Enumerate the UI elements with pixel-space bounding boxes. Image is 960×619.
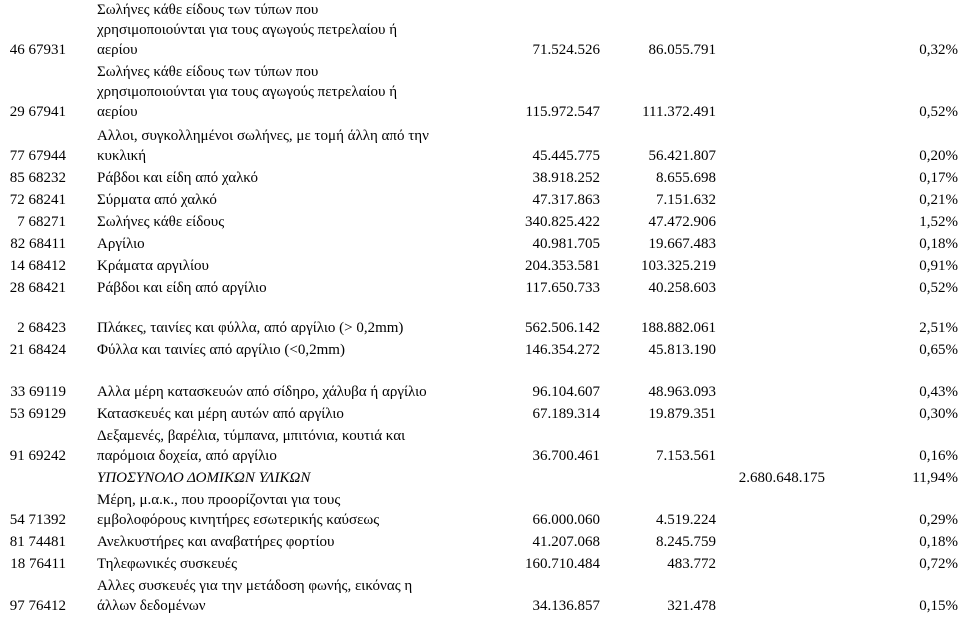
value-col-1: 117.650.733 xyxy=(525,280,600,296)
value-col-2: 47.472.906 xyxy=(648,214,716,230)
table-row xyxy=(0,212,960,232)
row-code: 14 68412 xyxy=(9,258,66,274)
value-col-2: 8.655.698 xyxy=(656,170,716,186)
percent-share: 0,15% xyxy=(919,598,958,614)
row-description xyxy=(97,318,403,338)
value-col-1: 41.207.068 xyxy=(532,534,600,550)
percent-share: 2,51% xyxy=(919,320,958,336)
value-col-1: 66.000.060 xyxy=(532,512,600,528)
row-description xyxy=(97,278,267,298)
row-description xyxy=(97,468,310,488)
table-row xyxy=(0,404,960,424)
description-line: Αλλες συσκευές για την μετάδοση φωνής, εικόνας η xyxy=(97,578,413,594)
table-row xyxy=(0,168,960,188)
description-line: αερίου xyxy=(97,42,138,58)
description-line: εμβολοφόρους κινητήρες εσωτερικής καύσεως xyxy=(97,512,380,528)
value-col-1: 562.506.142 xyxy=(525,320,600,336)
value-col-2: 483.772 xyxy=(667,556,716,572)
value-col-1: 71.524.526 xyxy=(532,42,600,58)
row-description xyxy=(97,426,405,466)
row-description xyxy=(97,212,224,232)
description-line: Κράματα αργιλίου xyxy=(97,258,209,274)
description-line: χρησιμοποιούνται για τους αγωγούς πετρελαίου ή xyxy=(97,84,398,100)
row-code: 77 67944 xyxy=(9,148,66,164)
value-col-2: 48.963.093 xyxy=(648,384,716,400)
value-col-2: 8.245.759 xyxy=(656,534,716,550)
value-col-1: 96.104.607 xyxy=(532,384,600,400)
description-line: Σύρματα από χαλκό xyxy=(97,192,217,208)
description-line: χρησιμοποιούνται για τους αγωγούς πετρελαίου ή xyxy=(97,22,398,38)
description-line: κυκλική xyxy=(97,148,147,164)
value-col-1: 38.918.252 xyxy=(532,170,600,186)
row-code: 72 68241 xyxy=(9,192,66,208)
percent-share: 0,18% xyxy=(919,236,958,252)
row-description xyxy=(97,190,217,210)
percent-share: 0,72% xyxy=(919,556,958,572)
row-description xyxy=(97,168,258,188)
table-row xyxy=(0,340,960,360)
table-row xyxy=(0,126,960,166)
description-line: Σωλήνες κάθε είδους των τύπων που xyxy=(97,2,319,18)
description-line: Αλλα μέρη κατασκευών από σίδηρο, χάλυβα ή αργίλιο xyxy=(97,384,427,400)
value-col-2: 56.421.807 xyxy=(648,148,716,164)
value-col-1: 34.136.857 xyxy=(532,598,600,614)
description-line: ΥΠΟΣΥΝΟΛΟ ΔΟΜΙΚΩΝ ΥΛΙΚΩΝ xyxy=(97,470,311,486)
value-col-1: 67.189.314 xyxy=(532,406,600,422)
table-row xyxy=(0,0,960,60)
percent-share: 0,32% xyxy=(919,42,958,58)
description-line: Αργίλιο xyxy=(97,236,145,252)
row-description xyxy=(97,62,397,122)
value-col-2: 86.055.791 xyxy=(648,42,716,58)
percent-share: 0,16% xyxy=(919,448,958,464)
row-code: 2 68423 xyxy=(17,320,66,336)
percent-share: 0,52% xyxy=(919,104,958,120)
row-code: 7 68271 xyxy=(17,214,66,230)
value-col-2: 45.813.190 xyxy=(648,342,716,358)
table-row xyxy=(0,62,960,122)
value-col-1: 45.445.775 xyxy=(532,148,600,164)
description-line: Ράβδοι και είδη από αργίλιο xyxy=(97,280,267,296)
row-description xyxy=(97,234,145,254)
row-code: 53 69129 xyxy=(9,406,66,422)
value-col-1: 146.354.272 xyxy=(525,342,600,358)
table-row xyxy=(0,426,960,466)
description-line: Ανελκυστήρες και αναβατήρες φορτίου xyxy=(97,534,335,550)
table-row xyxy=(0,256,960,276)
row-description xyxy=(97,490,379,530)
description-line: αερίου xyxy=(97,104,138,120)
row-description xyxy=(97,532,334,552)
row-description xyxy=(97,340,345,360)
percent-share: 0,17% xyxy=(919,170,958,186)
percent-share: 0,20% xyxy=(919,148,958,164)
row-code: 21 68424 xyxy=(9,342,66,358)
row-code: 18 76411 xyxy=(10,556,66,572)
row-description xyxy=(97,256,209,276)
percent-share: 11,94% xyxy=(912,470,958,486)
description-line: Τηλεφωνικές συσκευές xyxy=(97,556,238,572)
percent-share: 0,91% xyxy=(919,258,958,274)
description-line: Δεξαμενές, βαρέλια, τύμπανα, μπιτόνια, κουτιά και xyxy=(97,428,406,444)
description-line: Κατασκευές και μέρη αυτών από αργίλιο xyxy=(97,406,344,422)
value-col-2: 188.882.061 xyxy=(641,320,716,336)
value-col-2: 321.478 xyxy=(667,598,716,614)
table-row xyxy=(0,382,960,402)
description-line: Σωλήνες κάθε είδους των τύπων που xyxy=(97,64,319,80)
table-row xyxy=(0,576,960,616)
value-col-2: 4.519.224 xyxy=(656,512,716,528)
description-line: παρόμοια δοχεία, από αργίλιο xyxy=(97,448,277,464)
value-col-2: 111.372.491 xyxy=(642,104,716,120)
value-col-1: 36.700.461 xyxy=(532,448,600,464)
value-col-1: 204.353.581 xyxy=(525,258,600,274)
value-col-2: 7.153.561 xyxy=(656,448,716,464)
description-line: Ράβδοι και είδη από χαλκό xyxy=(97,170,258,186)
table-row xyxy=(0,468,960,488)
description-line: άλλων δεδομένων xyxy=(97,598,206,614)
description-line: Μέρη, μ.α.κ., που προορίζονται για τους xyxy=(97,492,341,508)
table-row xyxy=(0,490,960,530)
description-line: Σωλήνες κάθε είδους xyxy=(97,214,225,230)
row-code: 81 74481 xyxy=(9,534,66,550)
value-col-1: 40.981.705 xyxy=(532,236,600,252)
row-code: 46 67931 xyxy=(9,42,66,58)
row-code: 97 76412 xyxy=(9,598,66,614)
percent-share: 0,21% xyxy=(919,192,958,208)
value-col-2: 103.325.219 xyxy=(641,258,716,274)
row-description xyxy=(97,126,429,166)
row-code: 29 67941 xyxy=(9,104,66,120)
value-col-2: 19.879.351 xyxy=(648,406,716,422)
percent-share: 0,52% xyxy=(919,280,958,296)
table-row xyxy=(0,190,960,210)
table-row xyxy=(0,234,960,254)
value-col-3: 2.680.648.175 xyxy=(738,470,825,486)
percent-share: 0,18% xyxy=(919,534,958,550)
table-row xyxy=(0,318,960,338)
value-col-1: 115.972.547 xyxy=(525,104,600,120)
row-description xyxy=(97,0,397,60)
percent-share: 0,65% xyxy=(919,342,958,358)
description-line: Πλάκες, ταινίες και φύλλα, από αργίλιο (> 0,2mm) xyxy=(97,320,404,336)
row-description xyxy=(97,576,412,616)
row-code: 82 68411 xyxy=(10,236,66,252)
value-col-1: 340.825.422 xyxy=(525,214,600,230)
row-code: 54 71392 xyxy=(9,512,66,528)
table-row xyxy=(0,532,960,552)
table-row xyxy=(0,278,960,298)
row-description xyxy=(97,404,344,424)
value-col-1: 160.710.484 xyxy=(525,556,600,572)
row-code: 28 68421 xyxy=(9,280,66,296)
value-col-2: 7.151.632 xyxy=(656,192,716,208)
table-row xyxy=(0,554,960,574)
percent-share: 0,43% xyxy=(919,384,958,400)
value-col-2: 40.258.603 xyxy=(648,280,716,296)
percent-share: 1,52% xyxy=(919,214,958,230)
description-line: Φύλλα και ταινίες από αργίλιο (<0,2mm) xyxy=(97,342,345,358)
percent-share: 0,30% xyxy=(919,406,958,422)
value-col-2: 19.667.483 xyxy=(648,236,716,252)
value-col-1: 47.317.863 xyxy=(532,192,600,208)
description-line: Αλλοι, συγκολλημένοι σωλήνες, με τομή άλλη από την xyxy=(97,128,429,144)
row-code: 91 69242 xyxy=(9,448,66,464)
row-description xyxy=(97,382,427,402)
percent-share: 0,29% xyxy=(919,512,958,528)
row-code: 33 69119 xyxy=(10,384,66,400)
row-code: 85 68232 xyxy=(9,170,66,186)
row-description xyxy=(97,554,237,574)
